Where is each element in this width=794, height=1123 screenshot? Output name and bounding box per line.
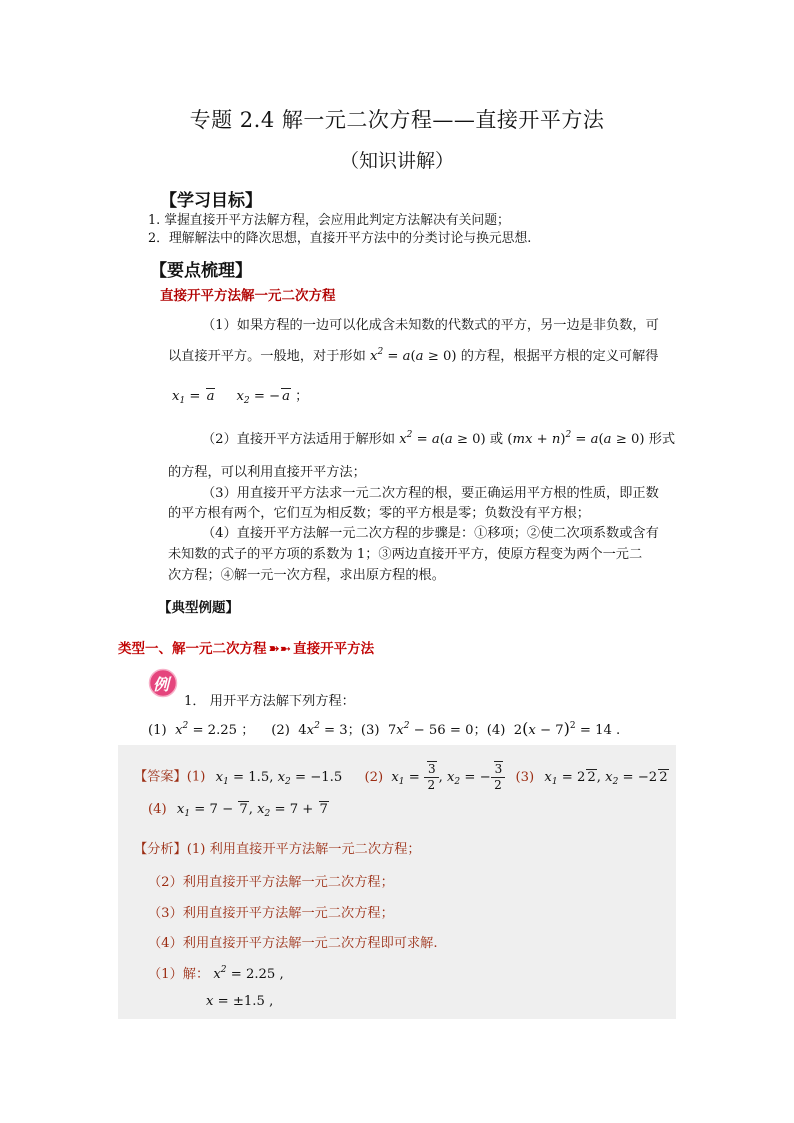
answer-line-4: (4) $x_1 = 7 - 7$, $x_2 = 7 + 7$ [148, 802, 328, 819]
example-type-heading: 类型一、解一元二次方程 ➽➼ 直接开平方法 [118, 641, 375, 657]
point-1-line-a: （1）如果方程的一边可以化成含未知数的代数式的平方，另一边是非负数，可 [202, 318, 659, 333]
points-topic: 直接开平方法解一元二次方程 [160, 288, 336, 304]
point-3-line-b: 的平方根有两个，它们互为相反数；零的平方根是零；负数没有平方根； [168, 506, 590, 521]
goal-item-1: 1. 掌握直接开平方法解方程，会应用此判定方法解决有关问题； [148, 213, 510, 228]
point-2-line-b: 的方程，可以利用直接开平方法； [168, 465, 366, 480]
double-arrow-icon: ➽➼ [268, 641, 292, 657]
examples-heading: 【典型例题】 [158, 600, 239, 616]
point-3-line-a: （3）用直接开平方法求一元二次方程的根，要正确运用平方根的性质，即正数 [202, 486, 659, 501]
analysis-line-3: （3）利用直接开平方法解一元二次方程； [148, 906, 394, 921]
page-title: 专题 2.4 解一元二次方程——直接开平方法 [189, 108, 605, 132]
equation-form-2: (mx + n)$^2$ = a(a ≥ 0) [507, 430, 645, 447]
equation-x2-eq-a: $x^2 = a(a \ge 0)$ [370, 347, 457, 364]
analysis-line-2: （2）利用直接开平方法解一元二次方程； [148, 875, 394, 890]
example-badge-icon: 例 [148, 668, 178, 698]
goal-item-2: 2．理解解法中的降次思想，直接开平方法中的分类讨论与换元思想. [148, 231, 532, 246]
solution-line-2: x = ±1.5 , [206, 994, 274, 1009]
solution-line-1: （1）解： $x^2 = 2.25$ , [148, 965, 284, 982]
page-subtitle: （知识讲解） [339, 150, 454, 172]
answer-line-1: 【答案】(1) $x_1 = 1.5$, $x_2 = -1.5$ (2) $x_1$ = $\frac{3}{2}$ , $x_2$ = − $\frac{3}{2}$ (3) $x_1 = 2$ 2, $x_2 = -2$ 2 [134, 762, 668, 792]
point-4-line-b: 未知数的式子的平方项的系数为 1；③两边直接开平方，使原方程变为两个一元二 [168, 547, 643, 562]
analysis-line-1: 【分析】(1) 利用直接开平方法解一元二次方程； [134, 842, 421, 857]
analysis-line-4: （4）利用直接开平方法解一元二次方程即可求解. [148, 936, 438, 951]
point-2-line-a: （2）直接开平方法适用于解形如 $x^2 = a(a \ge 0)$ 或 (mx + n)$^2$ = a(a ≥ 0) 形式 [202, 430, 676, 447]
equation-form-1: $x^2 = a(a \ge 0)$ [399, 430, 486, 447]
question-items: (1) $x^2 = 2.25$ ； (2) $4x^2 = 3$；(3) $7x^2 - 56 = 0$；(4) $2(x - 7)^2 = 14$ . [148, 719, 621, 738]
point-1-line-b: 以直接开平方。一般地，对于形如 $x^2 = a(a \ge 0)$ 的方程，根据平方根的定义可解得 [168, 347, 659, 364]
point-4-line-a: （4）直接开平方法解一元二次方程的步骤是：①移项；②使二次项系数或含有 [202, 526, 659, 541]
question-intro: 1． 用开平方法解下列方程： [184, 694, 355, 709]
points-heading: 【要点梳理】 [150, 261, 252, 281]
point-4-line-c: 次方程；④解一元一次方程，求出原方程的根。 [168, 568, 445, 583]
point-1-solution: $x_1 = a$ $x_2$ = − a ； [172, 389, 309, 406]
goals-heading: 【学习目标】 [160, 191, 262, 211]
